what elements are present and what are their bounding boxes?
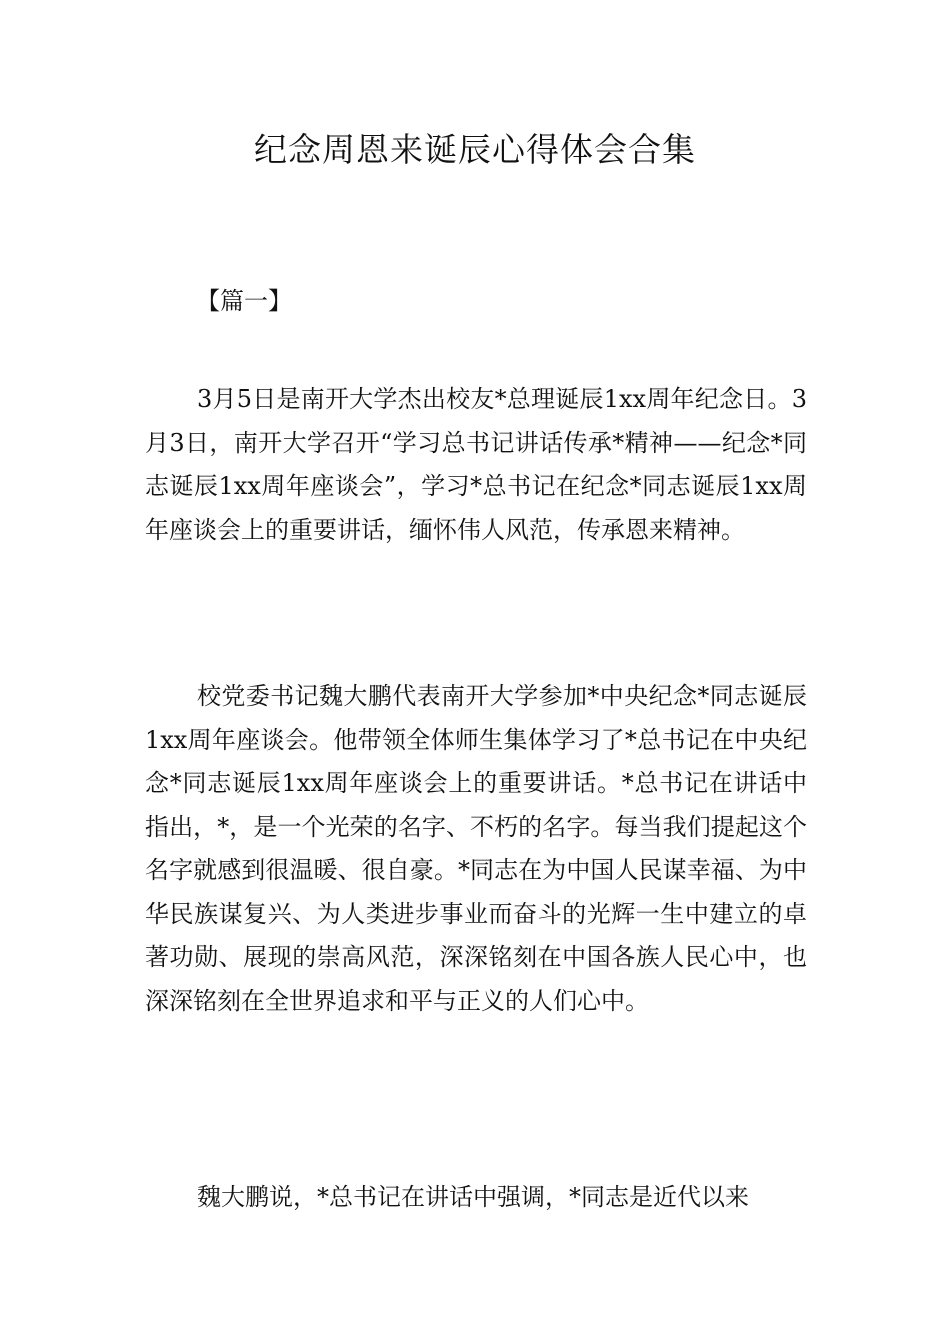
paragraph-1: 3月5日是南开大学杰出校友*总理诞辰1xx周年纪念日。3月3日，南开大学召开“学习总书记讲话传承*精神——纪念*同志诞辰1xx周年座谈会”，学习*总书记在纪念*同志诞辰1xx周年座谈会上的重要讲话，缅怀伟人风范，传承恩来精神。 <box>145 385 807 544</box>
section-label: 【篇一】 <box>196 287 292 315</box>
paragraph-3: 魏大鹏说，*总书记在讲话中强调，*同志是近代以来 <box>197 1183 749 1211</box>
paragraph-2: 校党委书记魏大鹏代表南开大学参加*中央纪念*同志诞辰1xx周年座谈会。他带领全体师生集体学习了*总书记在中央纪念*同志诞辰1xx周年座谈会上的重要讲话。*总书记在讲话中指出，*，是一个光荣的名字、不朽的名字。每当我们提起这个名字就感到很温暖、很自豪。*同志在为中国人民谋幸福、为中华民族谋复兴、为人类进步事业而奋斗的光辉一生中建立的卓著功勋、展现的崇高风范，深深铭刻在中国各族人民心中，也深深铭刻在全世界追求和平与正义的人们心中。 <box>145 682 807 1015</box>
document-title: 纪念周恩来诞辰心得体会合集 <box>254 130 696 169</box>
